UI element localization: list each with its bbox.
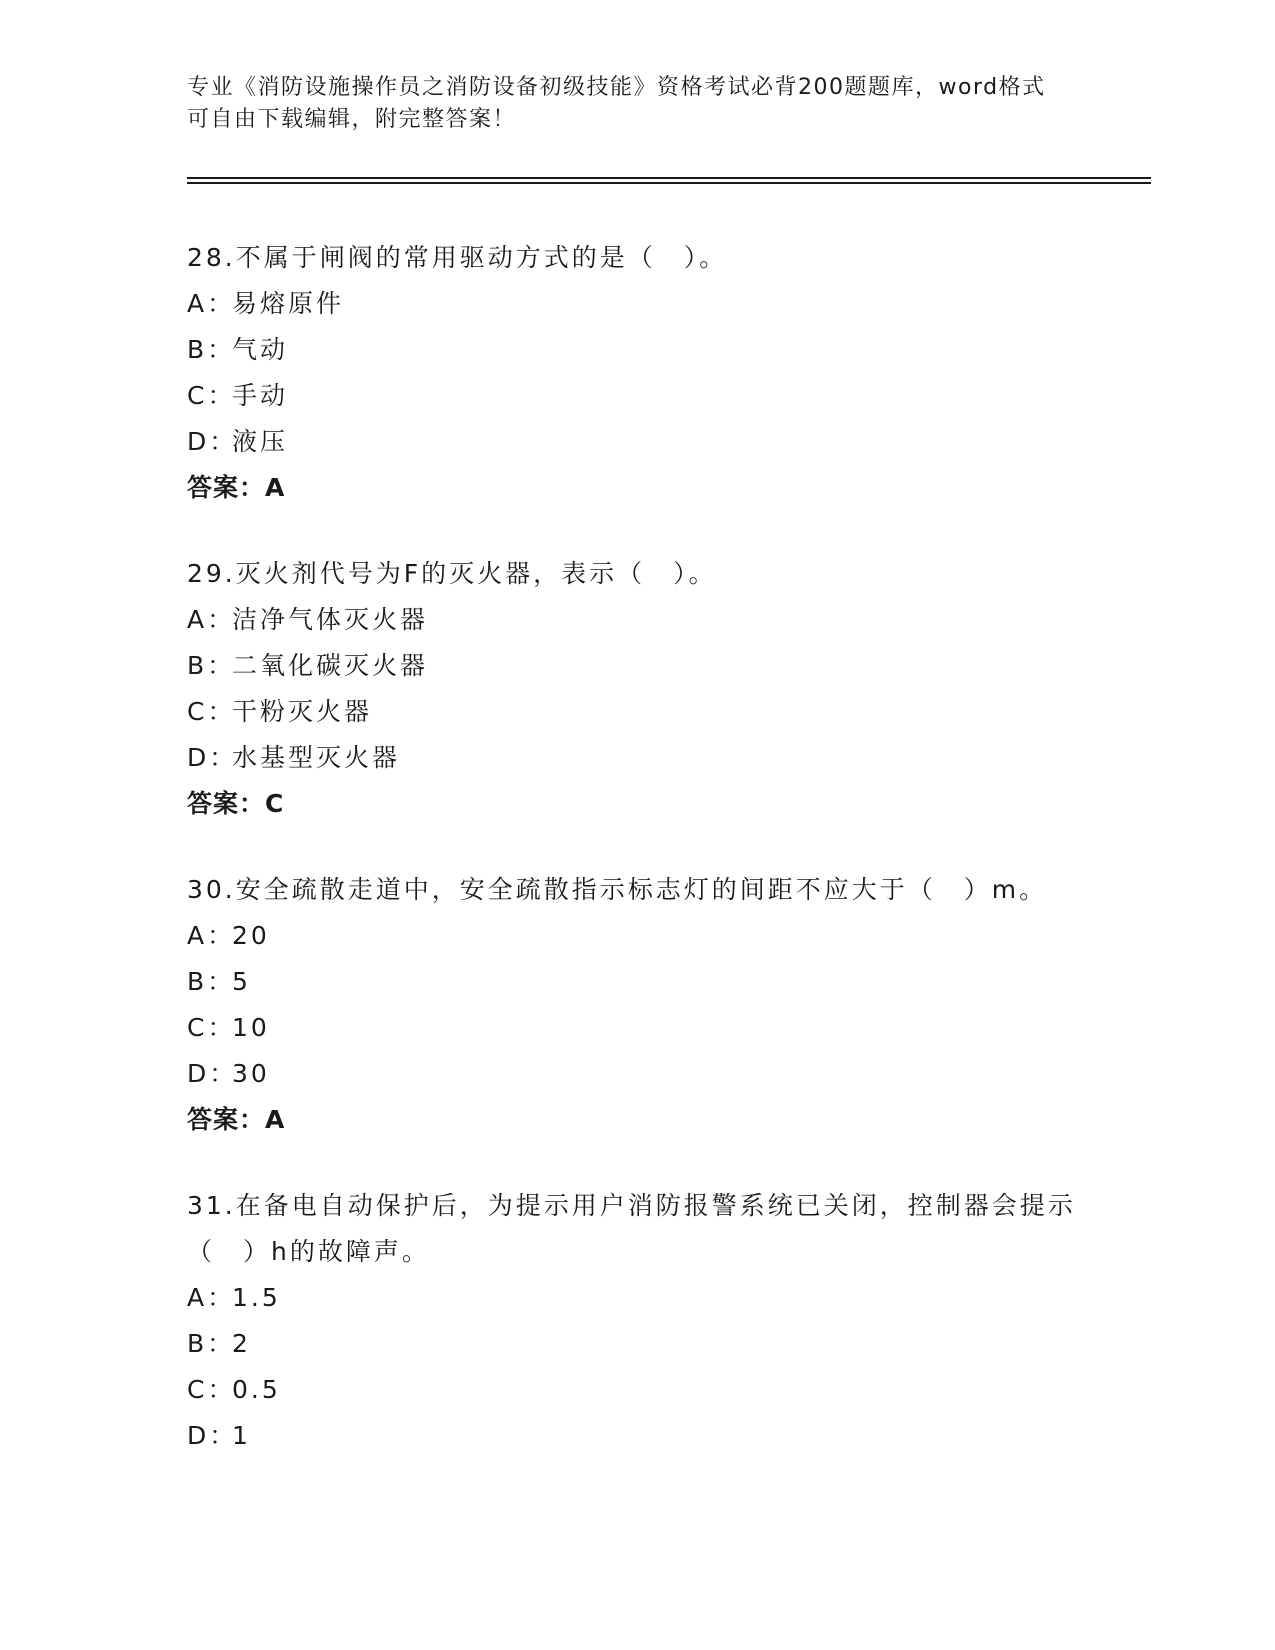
option-text: 10 — [232, 1013, 270, 1042]
option-text: 易熔原件 — [232, 289, 345, 318]
answer-line: 答案：A — [187, 473, 286, 502]
option-key: D： — [187, 743, 238, 772]
answer-line: 答案：C — [187, 789, 285, 818]
option-key: A： — [187, 289, 236, 318]
option-text: 1.5 — [232, 1283, 281, 1312]
answer-line: 答案：A — [187, 1105, 286, 1134]
header-divider-top — [187, 177, 1151, 179]
option-key: B： — [187, 335, 236, 364]
question-stem: 28.不属于闸阀的常用驱动方式的是（ ）。 — [187, 243, 728, 272]
question-stem: 30.安全疏散走道中，安全疏散指示标志灯的间距不应大于（ ）m。 — [187, 875, 1048, 904]
question-30 — [187, 867, 1087, 1143]
question-29 — [187, 551, 1087, 827]
option-c — [187, 1367, 1087, 1413]
option-c — [187, 1005, 1087, 1051]
option-b — [187, 643, 1087, 689]
option-key: C： — [187, 697, 236, 726]
option-text: 二氧化碳灭火器 — [232, 651, 429, 680]
question-28 — [187, 235, 1087, 511]
option-text: 20 — [232, 921, 270, 950]
option-b — [187, 1321, 1087, 1367]
option-text: 30 — [232, 1059, 270, 1088]
option-key: D： — [187, 1421, 238, 1450]
option-text: 手动 — [232, 381, 289, 410]
option-b — [187, 959, 1087, 1005]
option-key: C： — [187, 1013, 236, 1042]
option-key: B： — [187, 1329, 236, 1358]
option-a — [187, 597, 1087, 643]
option-text: 干粉灭火器 — [232, 697, 373, 726]
option-key: A： — [187, 605, 236, 634]
option-d — [187, 1413, 1087, 1459]
question-stem: 29.灭火剂代号为F的灭火器，表示（ ）。 — [187, 559, 717, 588]
option-a — [187, 913, 1087, 959]
document-header: 专业《消防设施操作员之消防设备初级技能》资格考试必背200题题库，word格式可自由下载编辑，附完整答案！ — [187, 75, 1046, 132]
question-31 — [187, 1183, 1087, 1459]
option-d — [187, 419, 1087, 465]
option-text: 5 — [232, 967, 251, 996]
option-text: 0.5 — [232, 1375, 281, 1404]
question-list — [187, 235, 1087, 1499]
option-d — [187, 735, 1087, 781]
option-key: A： — [187, 1283, 236, 1312]
option-b — [187, 327, 1087, 373]
option-text: 液压 — [232, 427, 289, 456]
option-key: A： — [187, 921, 236, 950]
option-a — [187, 281, 1087, 327]
option-text: 水基型灭火器 — [232, 743, 401, 772]
option-key: B： — [187, 651, 236, 680]
option-text: 1 — [232, 1421, 251, 1450]
option-key: C： — [187, 1375, 236, 1404]
header-divider-bottom — [187, 182, 1151, 184]
option-a — [187, 1275, 1087, 1321]
option-d — [187, 1051, 1087, 1097]
option-key: B： — [187, 967, 236, 996]
option-key: C： — [187, 381, 236, 410]
option-c — [187, 373, 1087, 419]
option-key: D： — [187, 1059, 238, 1088]
option-text: 洁净气体灭火器 — [232, 605, 429, 634]
option-c — [187, 689, 1087, 735]
option-key: D： — [187, 427, 238, 456]
question-stem: 31.在备电自动保护后，为提示用户消防报警系统已关闭，控制器会提示（ ）h的故障声。 — [187, 1191, 1076, 1266]
option-text: 2 — [232, 1329, 251, 1358]
option-text: 气动 — [232, 335, 289, 364]
